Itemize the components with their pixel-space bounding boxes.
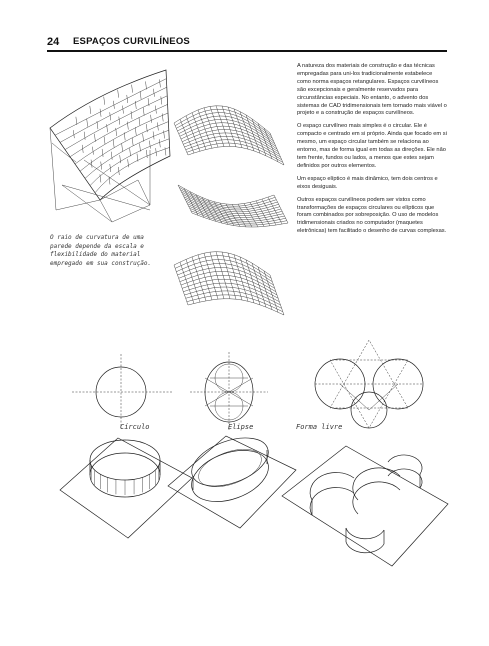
paragraph: A natureza dos materiais de construção e das técnicas empregadas para uni-los tradicionalmente estabelece como norma espaços retangulares. Espaços curvilíneos são excepcionais e geralmente reservados para circunstâncias especiais. No entanto, o advento dos sistemas de CAD tridimensionais tem tornado mais viável o projeto e a construção de espaços curvilíneos. bbox=[297, 63, 447, 117]
elliptical-room-3d bbox=[168, 429, 296, 528]
paragraph: Outros espaços curvilíneos podem ser vistos como transformações de espaços circulares ou elípticos que foram combinados por sobreposição. O uso de modelos tridimensionais criados no computador (maquetes eletrônicas) tem facilitado o desenho de curvas complexas. bbox=[297, 196, 447, 235]
chapter-title: ESPAÇOS CURVILÍNEOS bbox=[73, 36, 190, 47]
paragraph: Um espaço elíptico é mais dinâmico, tem dois centros e eixos desiguais. bbox=[297, 175, 438, 190]
page-number: 24 bbox=[47, 36, 60, 48]
paragraph: O espaço curvilíneo mais simples é o circular. Ele é compacto e centrado em si próprio. Ainda que focado em si mesmo, um espaço circular também se relaciona ao entorno, mas de forma igual em todas as direções. Ele não tem frente, fundos ou lados, a menos que estes sejam definidos por outros elementos. bbox=[297, 123, 447, 169]
free-form-room-3d bbox=[282, 446, 448, 566]
curved-brick-wall-illustration bbox=[50, 70, 170, 222]
circular-room-3d bbox=[60, 438, 192, 538]
circle-plan-diagram bbox=[72, 354, 172, 428]
ellipse-label: Elipse bbox=[228, 423, 254, 431]
ellipse-plan-diagram bbox=[190, 352, 268, 430]
free-form-plan-diagram bbox=[315, 340, 423, 428]
free-form-label: Forma livre bbox=[296, 423, 343, 431]
warped-surfaces-illustration bbox=[174, 106, 288, 315]
figure-caption: O raio de curvatura de uma parede depende da escala e flexibilidade do material empregado em sua construção. bbox=[50, 234, 152, 267]
circle-label: Círculo bbox=[120, 423, 150, 431]
